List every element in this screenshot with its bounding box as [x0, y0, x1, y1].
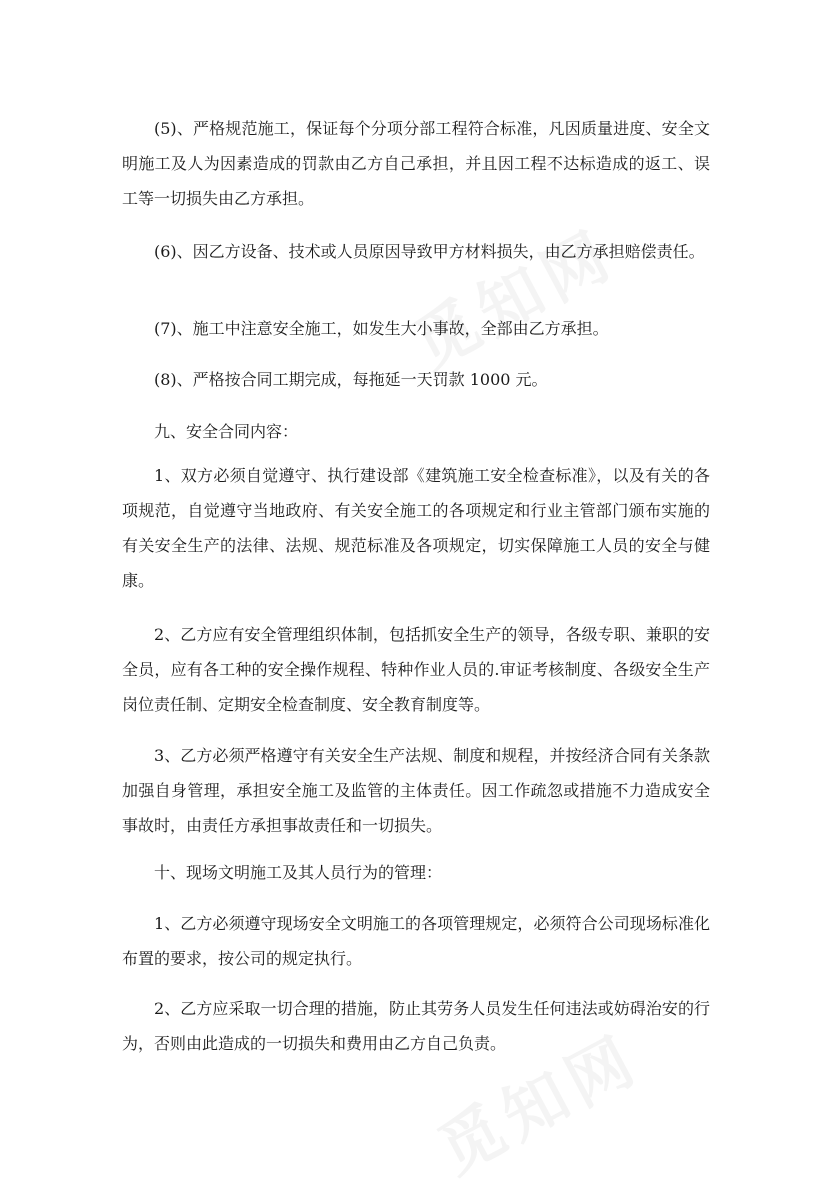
paragraph-safety-1: 1、双方必须自觉遵守、执行建设部《建筑施工安全检查标准》，以及有关的各项规范，自觉遵守当地政府、有关安全施工的各项规定和行业主管部门颁布实施的有关安全生产的法律、法规、规范标准及各项规定，切实保障施工人员的安全与健康。: [122, 466, 710, 590]
paragraph-safety-3: 3、乙方必须严格遵守有关安全生产法规、制度和规程，并按经济合同有关条款加强自身管理，承担安全施工及监管的主体责任。因工作疏忽或措施不力造成安全事故时，由责任方承担事故责任和一切损失。: [122, 746, 710, 835]
section-heading-10: 十、现场文明施工及其人员行为的管理：: [154, 863, 443, 882]
paragraph-item-5: (5)、严格规范施工，保证每个分项分部工程符合标准，凡因质量进度、安全文明施工及人为因素造成的罚款由乙方自己承担，并且因工程不达标造成的返工、误工等一切损失由乙方承担。: [122, 119, 710, 208]
paragraph-conduct-2: 2、乙方应采取一切合理的措施，防止其劳务人员发生任何违法或妨碍治安的行为，否则由此造成的一切损失和费用由乙方自己负责。: [122, 999, 710, 1053]
paragraph-safety-2: 2、乙方应有安全管理组织体制，包括抓安全生产的领导，各级专职、兼职的安全员，应有各工种的安全操作规程、特种作业人员的.审证考核制度、各级安全生产岗位责任制、定期安全检查制度、安全教育制度等。: [122, 625, 710, 714]
paragraph-item-6: (6)、因乙方设备、技术或人员原因导致甲方材料损失，由乙方承担赔偿责任。: [154, 242, 705, 261]
paragraph-conduct-1: 1、乙方必须遵守现场安全文明施工的各项管理规定，必须符合公司现场标准化布置的要求，按公司的规定执行。: [122, 914, 710, 968]
paragraph-item-8: (8)、严格按合同工期完成，每拖延一天罚款 1000 元。: [154, 370, 548, 389]
paragraph-item-7: (7)、施工中注意安全施工，如发生大小事故，全部由乙方承担。: [154, 319, 609, 338]
watermark: [395, 204, 629, 387]
section-heading-9: 九、安全合同内容：: [154, 422, 299, 441]
